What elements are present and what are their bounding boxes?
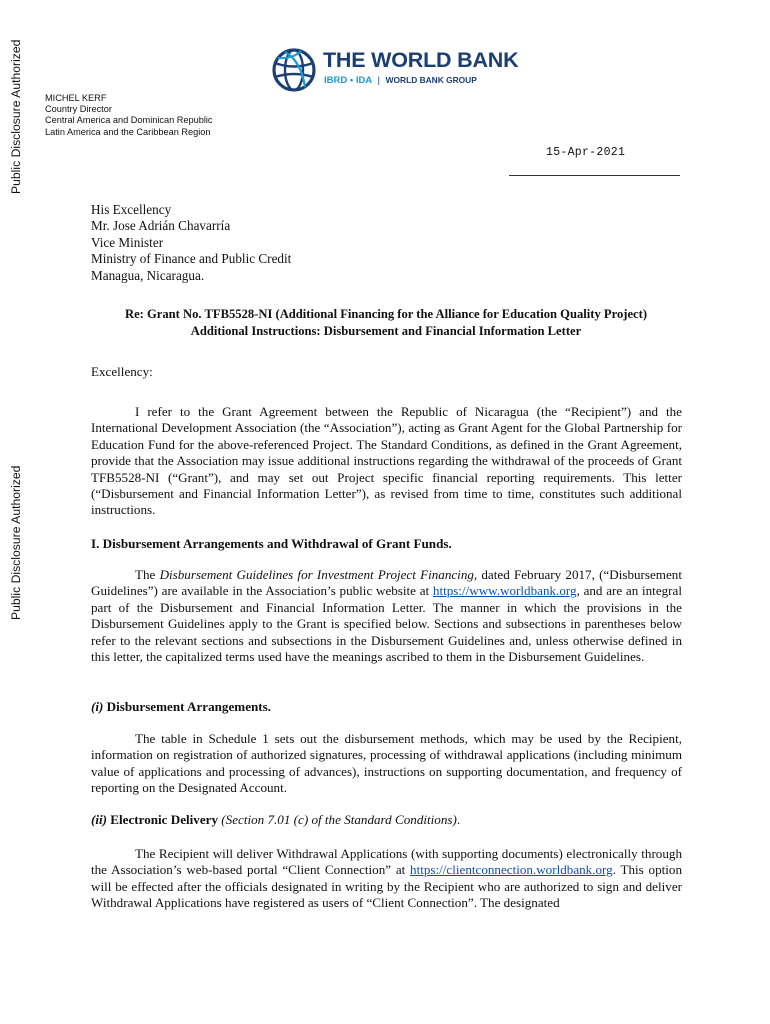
text-run: . This option will be effected after the officials designated in writing by the Recipient who are authorized to sign and deliver Withdrawal Applications have registered as users of “Client Connection”. The designated <box>91 862 682 911</box>
subsection-i-number: (i) <box>91 699 104 714</box>
subsection-ii-period: . <box>456 812 461 827</box>
subsection-ii-title: Electronic Delivery <box>107 812 219 827</box>
subsection-i-paragraph: The table in Schedule 1 sets out the disbursement methods, which may be used by the Recipient, information on registration of authorized signatures, processing of withdrawal applications (including minimum value of applications and processing of advances), instructions on supporting documentation, and frequency of reporting on the Designated Account. <box>91 731 682 796</box>
logo-wordmark: THE WORLD BANK <box>323 48 519 72</box>
logo-dot: • <box>349 75 354 86</box>
sender-unit: Central America and Dominican Republic <box>45 115 213 126</box>
logo-group: WORLD BANK GROUP <box>385 75 477 85</box>
addressee-line: Ministry of Finance and Public Credit <box>91 251 292 267</box>
sender-region: Latin America and the Caribbean Region <box>45 126 211 137</box>
subsection-ii-paragraph <box>91 846 682 912</box>
subsection-i-title: Disbursement Arrangements. <box>103 699 272 714</box>
text-run: The Recipient will deliver Withdrawal Applications (with supporting documents) electronically through the Association’s web-based portal “Client Connection” at <box>91 846 682 878</box>
worldbank-link[interactable]: https://www.worldbank.org <box>432 583 577 599</box>
addressee-line: Vice Minister <box>91 234 164 250</box>
guidelines-title: Disbursement Guidelines for Investment Project Financing, <box>159 567 478 582</box>
addressee-line: Managua, Nicaragua. <box>91 267 205 283</box>
section-1-paragraph <box>91 567 682 665</box>
salutation: Excellency: <box>91 364 153 379</box>
sender-name: MICHEL KERF <box>45 93 107 103</box>
addressee-block <box>91 202 291 284</box>
date-underline <box>509 175 680 176</box>
subsection-ii-number: (ii) <box>91 812 107 827</box>
subject-line-1: Re: Grant No. TFB5528-NI (Additional Financing for the Alliance for Education Quality Project) <box>124 307 648 321</box>
sender-block <box>45 93 213 138</box>
disclosure-label-top: Public Disclosure Authorized <box>9 39 23 194</box>
subsection-i-heading <box>91 699 682 715</box>
text-run: The <box>135 567 160 582</box>
text-run: dated February 2017, (“Disbursement Guidelines”) are available in the Association’s public website at <box>91 567 682 599</box>
text-run: , and are an integral part of the Disbursement and Financial Information Letter. The manner in which the provisions in the Disbursement Guidelines apply to the Grant is specified below. Sections and subsections in parentheses below refer to the relevant sections and subsections in the Disbursement Guidelines and, unless otherwise defined in this letter, the capitalized terms used have the meanings ascribed to them in the Disbursement Guidelines. <box>91 583 682 665</box>
logo-subtitle <box>324 75 477 86</box>
sender-title: Country Director <box>45 104 112 115</box>
intro-paragraph: I refer to the Grant Agreement between the Republic of Nicaragua (the “Recipient”) and the International Development Association (the “Association”), acting as Grant Agent for the Global Partnership for Education Fund for the above-referenced Project. The Standard Conditions, as defined in the Grant Agreement, provide that the Association may issue additional instructions regarding the withdrawal of the proceeds of Grant TFB5528-NI (“Grant”), and may set out Project specific financial reporting requirements. This letter (“Disbursement and Financial Information Letter”), as revised from time to time, constitutes such additional instructions. <box>91 404 682 518</box>
addressee-line: His Excellency <box>91 202 172 217</box>
client-connection-link[interactable]: https://clientconnection.worldbank.org <box>410 862 613 878</box>
logo-ibrd: IBRD <box>324 75 348 86</box>
logo-separator: | <box>377 75 380 86</box>
subsection-ii-reference: (Section 7.01 (c) of the Standard Conditions) <box>218 812 457 827</box>
subsection-ii-heading <box>91 812 682 828</box>
globe-icon <box>271 47 317 93</box>
section-1-heading: I. Disbursement Arrangements and Withdrawal of Grant Funds. <box>91 536 452 551</box>
addressee-line: Mr. Jose Adrián Chavarría <box>91 218 231 234</box>
subject-block <box>90 306 682 339</box>
letter-date: 15-Apr-2021 <box>546 146 626 159</box>
disclosure-label-middle: Public Disclosure Authorized <box>9 465 23 620</box>
subject-line-2: Additional Instructions: Disbursement and Financial Information Letter <box>190 323 582 338</box>
logo-ida: IDA <box>355 75 372 86</box>
world-bank-logo <box>271 44 519 100</box>
